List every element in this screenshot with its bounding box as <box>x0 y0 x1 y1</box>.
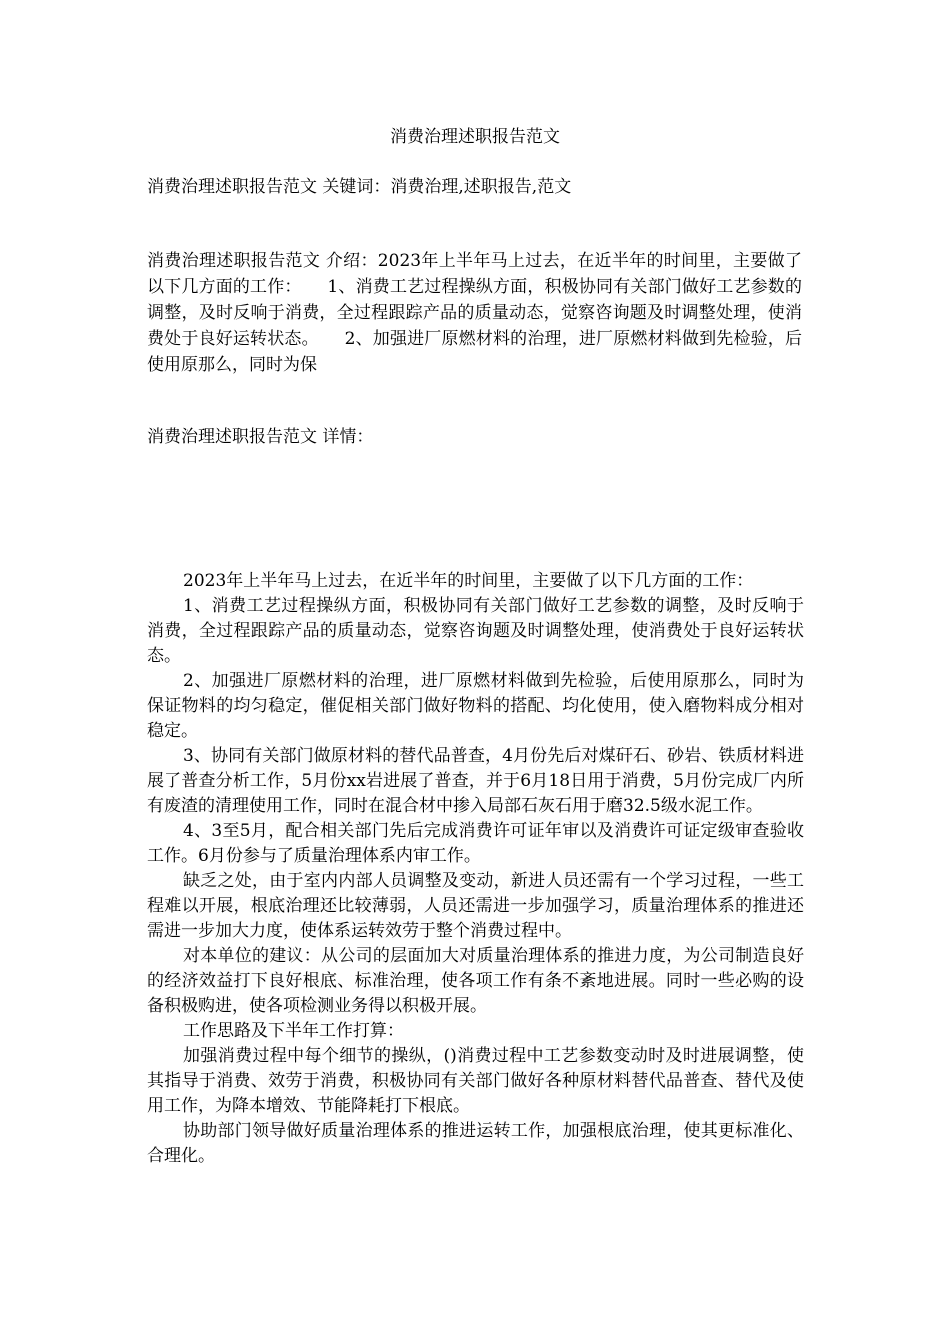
details-label: 消费治理述职报告范文 详情： <box>147 427 374 447</box>
body-paragraph: 2023年上半年马上过去，在近半年的时间里，主要做了以下几方面的工作： <box>183 571 754 591</box>
keywords-line: 消费治理述职报告范文 关键词：消费治理,述职报告,范文 <box>147 177 572 197</box>
body-paragraph: 对本单位的建议：从公司的层面加大对质量治理体系的推进力度，为公司制造良好的经济效益打下良好根底、标准治理，使各项工作有条不紊地进展。同时一些必购的设备积极购进，使各项检测业务得以积极开展。 <box>147 946 804 1016</box>
body-paragraph: 工作思路及下半年工作打算： <box>183 1021 404 1041</box>
body-paragraph: 缺乏之处，由于室内内部人员调整及变动，新进人员还需有一个学习过程，一些工程难以开展，根底治理还比较薄弱，人员还需进一步加强学习，质量治理体系的推进还需进一步加大力度，使体系运转效劳于整个消费过程中。 <box>147 871 804 941</box>
document-body <box>147 569 804 1169</box>
intro-summary: 消费治理述职报告范文 介绍：2023年上半年马上过去，在近半年的时间里，主要做了以下几方面的工作： 1、消费工艺过程操纵方面，积极协同有关部门做好工艺参数的调整，及时反响于消费，全过程跟踪产品的质量动态，觉察咨询题及时调整处理，使消费处于良好运转状态。 2、加强进厂原燃材料的治理，进厂原燃材料做到先检验，后使用原那么，同时为保 <box>147 251 802 375</box>
body-paragraph: 1、消费工艺过程操纵方面，积极协同有关部门做好工艺参数的调整，及时反响于消费，全过程跟踪产品的质量动态，觉察咨询题及时调整处理，使消费处于良好运转状态。 <box>147 596 804 666</box>
body-paragraph: 协助部门领导做好质量治理体系的推进运转工作，加强根底治理，使其更标准化、合理化。 <box>147 1121 804 1166</box>
body-paragraph: 3、协同有关部门做原材料的替代品普查，4月份先后对煤矸石、砂岩、铁质材料进展了普查分析工作，5月份xx岩进展了普查，并于6月18日用于消费，5月份完成厂内所有废渣的清理使用工作，同时在混合材中掺入局部石灰石用于磨32.5级水泥工作。 <box>147 746 804 816</box>
body-paragraph: 2、加强进厂原燃材料的治理，进厂原燃材料做到先检验，后使用原那么，同时为保证物料的均匀稳定，催促相关部门做好物料的搭配、均化使用，使入磨物料成分相对稳定。 <box>147 671 804 741</box>
body-paragraph: 加强消费过程中每个细节的操纵，()消费过程中工艺参数变动时及时进展调整，使其指导于消费、效劳于消费，积极协同有关部门做好各种原材料替代品普查、替代及使用工作，为降本增效、节能降耗打下根底。 <box>147 1046 804 1116</box>
body-paragraph: 4、3至5月，配合相关部门先后完成消费许可证年审以及消费许可证定级审查验收工作。6月份参与了质量治理体系内审工作。 <box>147 821 804 866</box>
document-title: 消费治理述职报告范文 <box>390 127 560 147</box>
